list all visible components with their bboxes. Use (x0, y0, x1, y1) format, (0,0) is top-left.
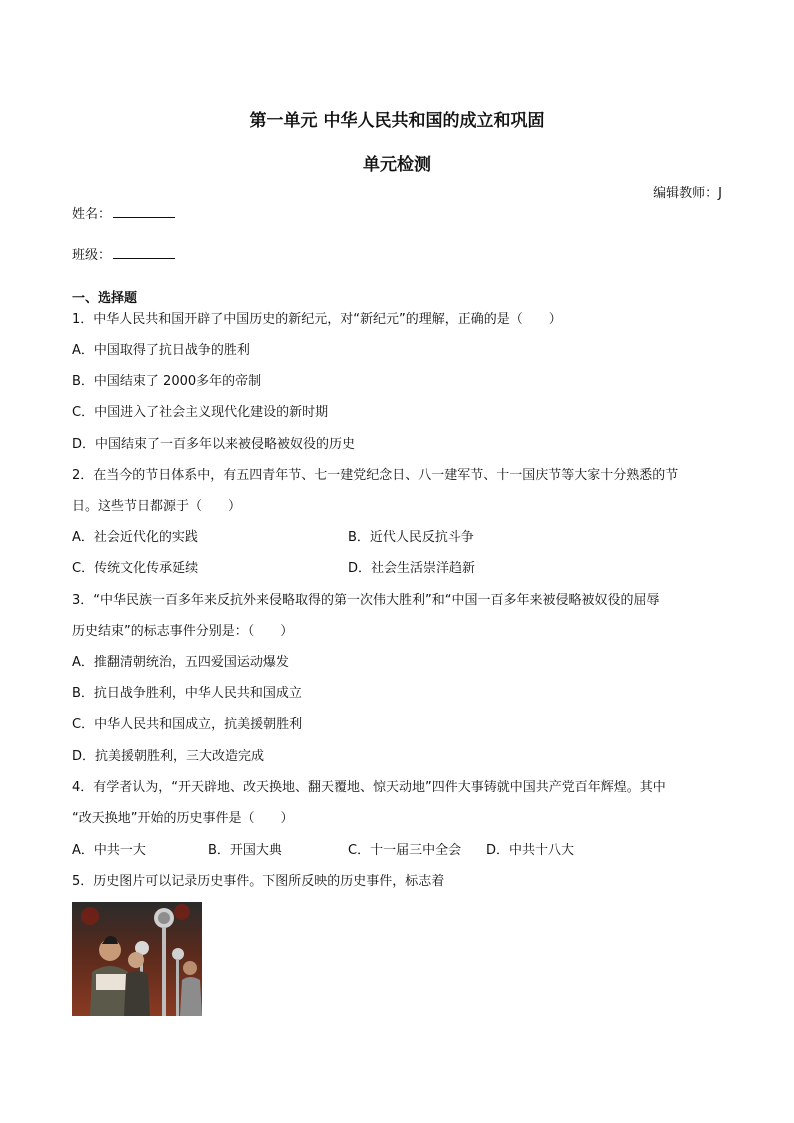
section-heading: 一、选择题 (72, 291, 138, 306)
q2-stem-line1: 2．在当今的节日体系中，有五四青年节、七一建党纪念日、八一建军节、十一国庆节等大家十分熟悉的节 (72, 468, 679, 483)
class-field (72, 244, 175, 263)
q1-option-a[interactable]: A．中国取得了抗日战争的胜利 (72, 343, 250, 358)
class-label: 班级： (72, 248, 112, 263)
unit-subtitle: 单元检测 (363, 155, 431, 175)
q1-stem: 1．中华人民共和国开辟了中国历史的新纪元，对“新纪元”的理解，正确的是（ ） (72, 312, 562, 327)
q2-option-b[interactable]: B．近代人民反抗斗争 (348, 530, 474, 545)
q3-option-d[interactable]: D．抗美援朝胜利，三大改造完成 (72, 749, 265, 764)
q3-stem-line1: 3．“中华民族一百多年来反抗外来侵略取得的第一次伟大胜利”和“中国一百多年来被侵略被奴役的屈辱 (72, 593, 660, 608)
q3-option-c[interactable]: C．中华人民共和国成立，抗美援朝胜利 (72, 717, 303, 732)
q2-option-d[interactable]: D．社会生活崇洋趋新 (348, 561, 476, 576)
class-blank[interactable] (113, 246, 175, 259)
q3-stem-line2: 历史结束”的标志事件分别是：（ ） (72, 624, 294, 639)
q3-option-b[interactable]: B．抗日战争胜利，中华人民共和国成立 (72, 686, 302, 701)
name-blank[interactable] (113, 205, 175, 218)
q3-option-a[interactable]: A．推翻清朝统治，五四爱国运动爆发 (72, 655, 289, 670)
q4-stem-line1: 4．有学者认为，“开天辟地、改天换地、翻天覆地、惊天动地”四件大事铸就中国共产党百年辉煌。其中 (72, 780, 666, 795)
q4-option-a[interactable]: A．中共一大 (72, 843, 146, 858)
q4-option-d[interactable]: D．中共十八大 (486, 843, 575, 858)
q4-option-b[interactable]: B．开国大典 (208, 843, 282, 858)
name-label: 姓名： (72, 207, 112, 222)
q2-stem-line2: 日。这些节日都源于（ ） (72, 499, 242, 514)
q1-option-c[interactable]: C．中国进入了社会主义现代化建设的新时期 (72, 405, 329, 420)
name-field (72, 203, 175, 222)
unit-title: 第一单元 中华人民共和国的成立和巩固 (249, 111, 545, 131)
q4-option-c[interactable]: C．十一届三中全会 (348, 843, 462, 858)
q2-option-c[interactable]: C．传统文化传承延续 (72, 561, 199, 576)
q2-option-a[interactable]: A．社会近代化的实践 (72, 530, 198, 545)
historical-photo (72, 902, 202, 1016)
editor-credit: 编辑教师：J (653, 186, 722, 201)
q1-option-b[interactable]: B．中国结束了 2000多年的帝制 (72, 374, 262, 389)
q5-stem: 5．历史图片可以记录历史事件。下图所反映的历史事件，标志着 (72, 874, 445, 889)
q4-stem-line2: “改天换地”开始的历史事件是（ ） (72, 811, 294, 826)
q1-option-d[interactable]: D．中国结束了一百多年以来被侵略被奴役的历史 (72, 437, 356, 452)
